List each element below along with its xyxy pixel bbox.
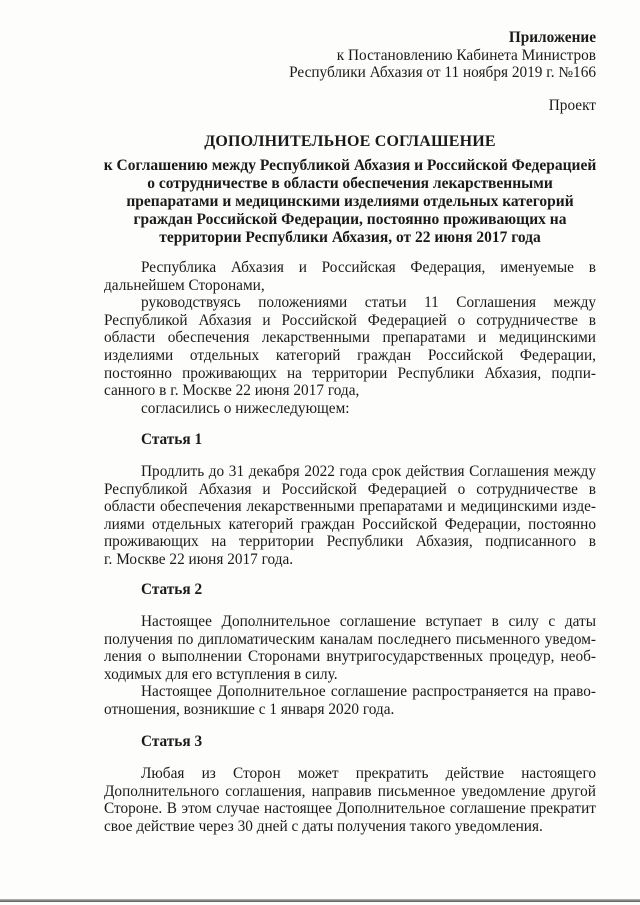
appendix-label: Приложение	[508, 29, 596, 46]
preamble	[104, 259, 596, 417]
document-subtitle	[96, 157, 604, 247]
body-line: ходимых для его вступления в силу.	[104, 665, 338, 683]
body-line: Любая из Сторон может прекратить действие настоящего	[141, 765, 596, 782]
body-line: Республикой Абхазия и Российской Федерацией о сотрудничестве в	[104, 311, 596, 329]
body-line: Продлить до 31 декабря 2022 года срок действия Соглашения между	[141, 463, 596, 480]
body-line: отношения, возникшие с 1 января 2020 года.	[104, 700, 395, 718]
body-line: ления о выполнении Сторонами внутригосударственных процедур, необ-	[104, 648, 596, 666]
subtitle-line: к Соглашению между Республикой Абхазия и Российской Федерацией	[103, 157, 597, 174]
body-line: Республика Абхазия и Российская Федерация, именуемые в	[141, 259, 596, 276]
body-line: проживающих на территории Республики Абхазия, подписанного в	[104, 533, 596, 551]
body-line: согласились о нижеследующем:	[141, 399, 350, 417]
scan-bottom-edge	[0, 899, 640, 902]
body-line: руководствуясь положениями статьи 11 Соглашения между	[141, 294, 596, 312]
body-line: дальнейшем Сторонами,	[104, 276, 265, 294]
draft-label: Проект	[548, 97, 596, 114]
article-1-heading: Статья 1	[141, 431, 203, 448]
body-line: г. Москве 22 июня 2017 года.	[104, 550, 294, 568]
article-3-heading: Статья 3	[141, 733, 203, 750]
subtitle-line: граждан Российской Федерации, постоянно проживающих на	[133, 211, 567, 228]
subtitle-line: территории Республики Абхазия, от 22 июня 2017 года	[159, 229, 541, 246]
appendix-line: к Постановлению Кабинета Министров	[336, 46, 596, 64]
body-line: области обеспечения лекарственными препаратами и медицинскими изде-	[104, 498, 596, 516]
body-line: свое действие через 30 дней с даты получения такого уведомления.	[104, 817, 543, 835]
article-3-body	[104, 765, 596, 835]
body-line: санного в г. Москве 22 июня 2017 года,	[104, 382, 360, 400]
appendix-header	[104, 29, 596, 82]
body-line: получения по дипломатическим каналам последнего письменного уведом-	[104, 630, 596, 648]
body-line: Дополнительного соглашения, направив письменное уведомление другой	[104, 782, 596, 800]
article-1-body	[104, 463, 596, 569]
document-title: ДОПОЛНИТЕЛЬНОЕ СОГЛАШЕНИЕ	[204, 133, 496, 150]
article-2-body	[104, 613, 596, 719]
body-line: лиями отдельных категорий граждан Российской Федерации, постоянно	[104, 515, 596, 533]
body-line: Настоящее Дополнительное соглашение вступает в силу с даты	[141, 613, 596, 630]
body-line: Стороне. В этом случае настоящее Дополнительное соглашение прекратит	[104, 800, 596, 818]
subtitle-line: о сотрудничестве в области обеспечения лекарственными	[147, 175, 553, 192]
body-line: Республикой Абхазия и Российской Федерацией о сотрудничестве в	[104, 480, 596, 498]
body-line: Настоящее Дополнительное соглашение распространяется на право-	[141, 683, 596, 701]
body-line: постоянно проживающих на территории Республики Абхазия, подпи-	[104, 364, 596, 382]
appendix-line: Республики Абхазия от 11 ноября 2019 г. №166	[289, 64, 596, 82]
article-2-heading: Статья 2	[141, 581, 203, 598]
subtitle-line: препаратами и медицинскими изделиями отдельных категорий	[126, 193, 574, 210]
body-line: изделиями отдельных категорий граждан Российской Федерации,	[104, 346, 596, 364]
body-line: области обеспечения лекарственными препаратами и медицинскими	[104, 329, 596, 347]
